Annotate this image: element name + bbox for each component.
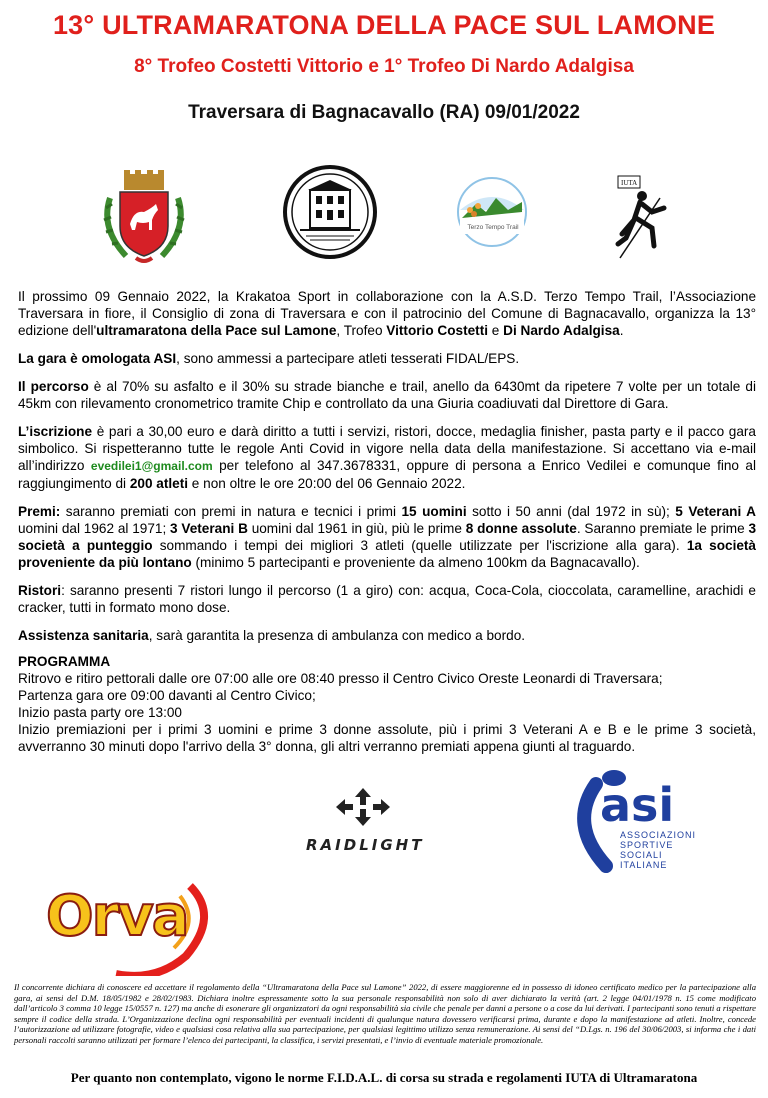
- refreshments-paragraph: Ristori: saranno presenti 7 ristori lungo il percorso (1 a giro) con: acqua, Coca-Cola, cioccolata, caramelline, arachidi e cracker, tutti in formato mono dose.: [18, 583, 756, 615]
- program-line-3: Inizio pasta party ore 13:00: [18, 705, 182, 720]
- program-title: PROGRAMMA: [18, 654, 111, 669]
- legal-disclaimer: Il concorrente dichiara di conoscere ed accettare il regolamento della “Ultramaratona della Pace sul Lamone” 2022, di essere maggiorenne ed in possesso di idoneo certificato medico per la partecipazione alla gara, ai sensi del D.M. 18/05/1982 e 28/02/1983. Dichiara inoltre espressamente sotto la sua personale responsabilità non solo di aver dichiarato la verità (art. 2 legge 04/01/1978 n. 15 come modificato dall’articolo 3 comma 10 legge 15/0557 n. 127) ma anche di esonerare gli organizzatori da ogni responsabilità sia civile che penale per danni a persone o a cose da lui derivati. I partecipanti sono tenuti a rispettare sempre il codice della strada. L’Organizzazione declina ogni responsabilità per eventuali incidenti di qualunque natura dovessero verificarsi prima, durante e dopo la manifestazione ad atleti. Inoltre, concede l’autorizzazione ad utilizzare fotografie, video e qualsiasi cosa relativa alla sua partecipazione, per qualsiasi legittimo utilizzo senza remunerazione. Ai sensi del “D.Lgs. n. 196 del 30/06/2003, si informa che i dati personali raccolti saranno utilizzati per formare l’elenco dei partecipanti, la classifica, i servizi presentati, e l’invio di eventuale materiale promozionale.: [14, 982, 756, 1045]
- course-paragraph: Il percorso è al 70% su asfalto e il 30% su strade bianche e trail, anello da 6430mt da ripetere 7 volte per un totale di 45km con rilevamento cronometrico tramite Chip e controllato da una Giuria coadiuvati dal Direttore di Gara.: [18, 379, 756, 411]
- intro-paragraph: Il prossimo 09 Gennaio 2022, la Krakatoa Sport in collaborazione con la A.S.D. Terzo Tempo Trail, l’Associazione Traversara in fiore, il Consiglio di zona di Traversara e con il patrocinio del Comune di Bagnacavallo, organizza la 13° edizione dell'ultramaratona della Pace sul Lamone, Trofeo Vittorio Costetti e Di Nardo Adalgisa.: [18, 289, 756, 338]
- homologation-paragraph: La gara è omologata ASI, sono ammessi a partecipare atleti tesserati FIDAL/EPS.: [18, 351, 520, 366]
- registration-paragraph: L’iscrizione è pari a 30,00 euro e darà diritto a tutti i servizi, ristori, docce, medaglia finisher, pasta party e il pacco gara simbolico. Si rispetteranno tutte le regole Anti Covid in vigore nella data della manifestazione. Si accettano via e-mail all’indirizzo evedilei1@gmail.com per telefono al 347.3678331, oppure di persona a Enrico Vedilei e comunque fino al raggiungimento di 200 atleti e non oltre le ore 20:00 del 06 Gennaio 2022.: [18, 424, 756, 491]
- iuta-runner-logo-icon: [612, 174, 668, 264]
- event-place-date: Traversara di Bagnacavallo (RA) 09/01/2022: [188, 102, 580, 123]
- terzo-tempo-trail-logo-icon: [456, 176, 528, 248]
- program-line-2: Partenza gara ore 09:00 davanti al Centro Civico;: [18, 688, 316, 703]
- footer-note: Per quanto non contemplato, vigono le norme F.I.D.A.L. di corsa su strada e regolamenti IUTA di Ultramaratona: [70, 1070, 698, 1085]
- program-section: [18, 653, 756, 755]
- bagnacavallo-coat-of-arms-icon: [96, 168, 192, 268]
- raidlight-wordmark: RAIDLIGHT: [306, 836, 425, 854]
- orva-wordmark: Orva: [46, 884, 188, 949]
- building-circle-logo-icon: [282, 164, 378, 260]
- asi-subtext: ASSOCIAZIONI SPORTIVE SOCIALI ITALIANE: [620, 830, 697, 870]
- raidlight-arrows-icon: [334, 786, 392, 828]
- event-title: 13° ULTRAMARATONA DELLA PACE SUL LAMONE: [52, 10, 716, 40]
- asi-wordmark: asi: [600, 778, 675, 832]
- regulation-body: [18, 288, 756, 755]
- sponsor-logos-top: [0, 160, 768, 270]
- program-line-4: Inizio premiazioni per i primi 3 uomini e prime 3 donne assolute, più i primi 3 Veterani A e B e le prime 3 società, avverranno 30 minuti dopo l'arrivo della 3° donna, gli altri verranno premiati appena giunti al traguardo.: [18, 722, 756, 754]
- svg-text:IUTA: IUTA: [621, 179, 638, 187]
- prizes-paragraph: Premi: saranno premiati con premi in natura e tecnici i primi 15 uomini sotto i 50 anni (dal 1972 in sù); 5 Veterani A uomini dal 1962 al 1971; 3 Veterani B uomini dal 1961 in giù, più le prime 8 donne assolute. Saranno premiate le prime 3 società a punteggio sommando i tempi dei migliori 3 atleti (quelle utilizzate per l'iscrizione alla gara). 1a società proveniente da più lontano (minimo 5 partecipanti e proveniente da almeno 100km da Bagnacavallo).: [18, 504, 756, 570]
- terzo-tempo-trail-text: Terzo Tempo Trail: [467, 224, 519, 231]
- event-subtitle: 8° Trofeo Costetti Vittorio e 1° Trofeo Di Nardo Adalgisa: [134, 56, 634, 77]
- program-line-1: Ritrovo e ritiro pettorali dalle ore 07:00 alle ore 08:40 presso il Centro Civico Oreste Leonardi di Traversara;: [18, 671, 663, 686]
- registration-email-link[interactable]: evedilei1@gmail.com: [90, 459, 213, 473]
- medical-paragraph: Assistenza sanitaria, sarà garantita la presenza di ambulanza con medico a bordo.: [18, 628, 526, 643]
- sponsor-logos-bottom: [0, 760, 768, 980]
